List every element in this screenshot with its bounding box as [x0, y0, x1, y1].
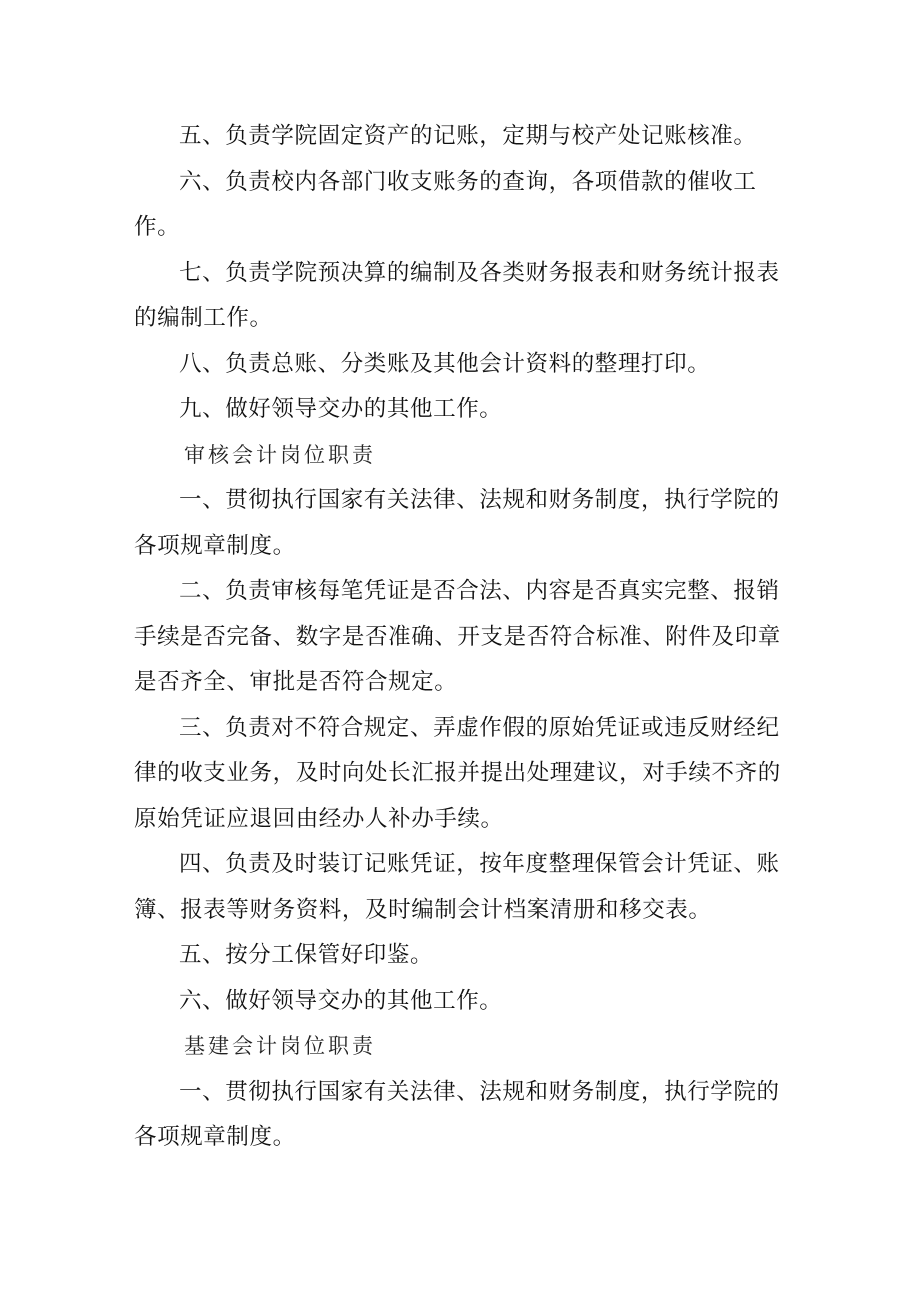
paragraph-item-1: 一、贯彻执行国家有关法律、法规和财务制度，执行学院的各项规章制度。 — [134, 1078, 780, 1150]
paragraph-item-5: 五、按分工保管好印鉴。 — [179, 942, 434, 968]
paragraph-item-3: 三、负责对不符合规定、弄虚作假的原始凭证或违反财经纪律的收支业务，及时向处长汇报并提出处理建议，对手续不齐的原始凭证应退回由经办人补办手续。 — [134, 714, 781, 832]
section-heading-construction-accountant: 基建会计岗位职责 — [184, 1034, 376, 1058]
section-heading-audit-accountant: 审核会计岗位职责 — [184, 442, 376, 467]
paragraph-item-8: 八、负责总账、分类账及其他会计资料的整理打印。 — [179, 350, 711, 377]
paragraph-item-6: 六、做好领导交办的其他工作。 — [179, 987, 503, 1014]
paragraph-item-7: 七、负责学院预决算的编制及各类财务报表和财务统计报表的编制工作。 — [134, 259, 780, 331]
paragraph-item-5: 五、负责学院固定资产的记账，定期与校产处记账核准。 — [179, 123, 757, 149]
document-body — [134, 114, 790, 1161]
paragraph-item-2: 二、负责审核每笔凭证是否合法、内容是否真实完整、报销手续是否完备、数字是否准确、开支是否符合标准、附件及印章是否齐全、审批是否符合规定。 — [134, 578, 781, 695]
paragraph-item-6: 六、负责校内各部门收支账务的查询，各项借款的催收工作。 — [134, 168, 757, 240]
paragraph-item-1: 一、贯彻执行国家有关法律、法规和财务制度，执行学院的各项规章制度。 — [134, 487, 780, 559]
paragraph-item-4: 四、负责及时装订记账凭证，按年度整理保管会计凭证、账簿、报表等财务资料，及时编制会计档案清册和移交表。 — [134, 851, 780, 923]
paragraph-item-9: 九、做好领导交办的其他工作。 — [179, 396, 503, 422]
